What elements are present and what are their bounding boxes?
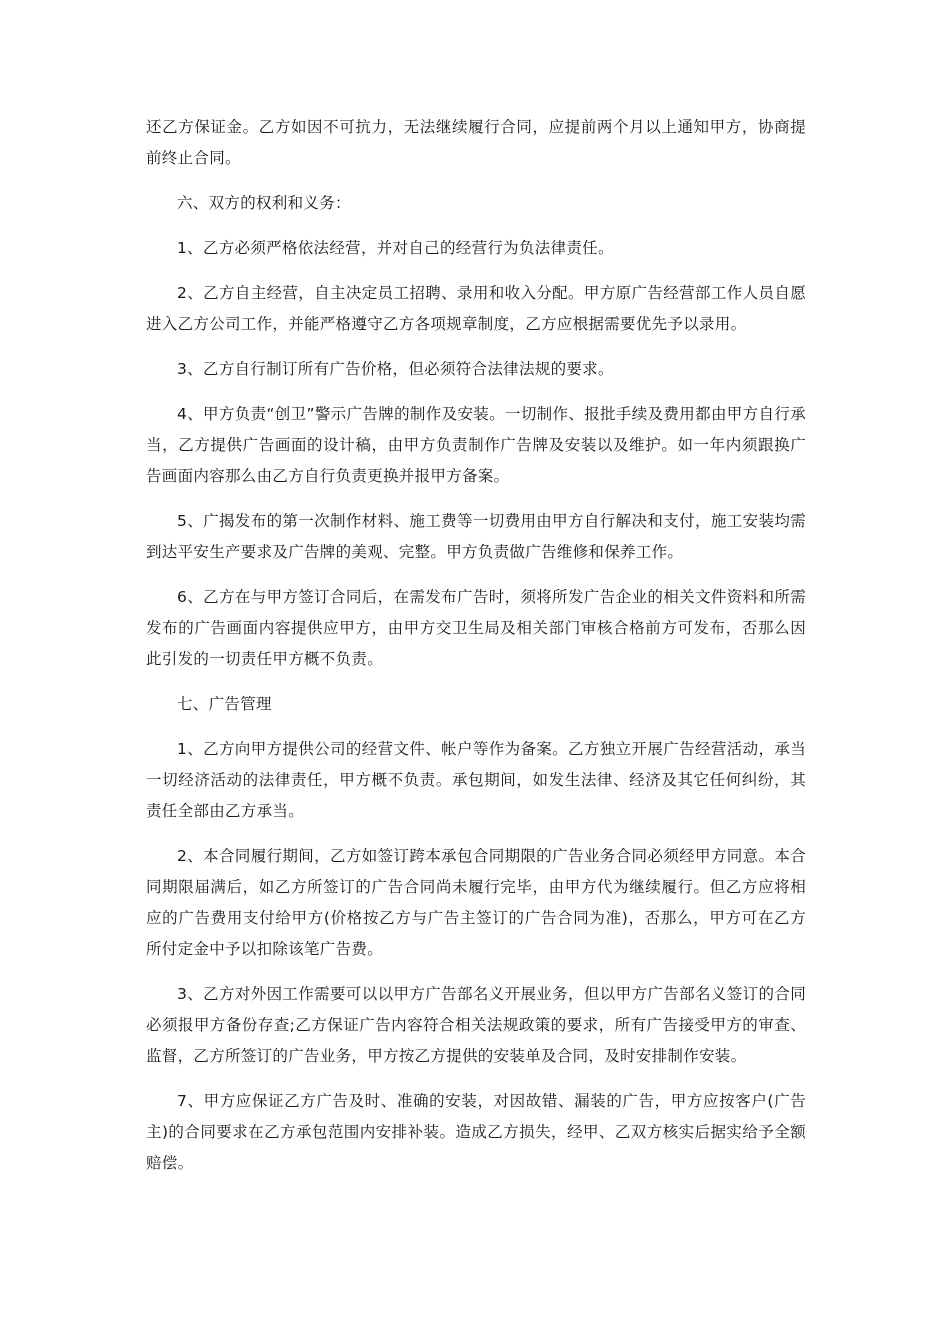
clause-7-7: 7、甲方应保证乙方广告及时、准确的安装，对因故错、漏装的广告，甲方应按客户(广告主)的合同要求在乙方承包范围内安排补装。造成乙方损失，经甲、乙双方核实后据实给予全额赔偿。: [146, 1092, 806, 1172]
clause-6-6: 6、乙方在与甲方签订合同后，在需发布广告时，须将所发广告企业的相关文件资料和所需发布的广告画面内容提供应甲方，由甲方交卫生局及相关部门审核合格前方可发布，否那么因此引发的一切责任甲方概不负责。: [146, 588, 806, 668]
clause-6-2: 2、乙方自主经营，自主决定员工招聘、录用和收入分配。甲方原广告经营部工作人员自愿进入乙方公司工作，并能严格遵守乙方各项规章制度，乙方应根据需要优先予以录用。: [146, 284, 806, 333]
clause-6-4: 4、甲方负责“创卫”警示广告牌的制作及安装。一切制作、报批手续及费用都由甲方自行承当，乙方提供广告画面的设计稿，由甲方负责制作广告牌及安装以及维护。如一年内须跟换广告画面内容那么由乙方自行负责更换并报甲方备案。: [146, 405, 806, 485]
clause-6-5: 5、广揭发布的第一次制作材料、施工费等一切费用由甲方自行解决和支付，施工安装均需到达平安生产要求及广告牌的美观、完整。甲方负责做广告维修和保养工作。: [146, 512, 806, 561]
section-heading-six: 六、双方的权利和义务：: [177, 194, 351, 212]
clause-7-3: 3、乙方对外因工作需要可以以甲方广告部名义开展业务，但以甲方广告部名义签订的合同必须报甲方备份存查;乙方保证广告内容符合相关法规政策的要求，所有广告接受甲方的审查、监督，乙方所签订的广告业务，甲方按乙方提供的安装单及合同，及时安排制作安装。: [146, 985, 806, 1065]
section-heading-seven: 七、广告管理: [177, 695, 272, 713]
clause-6-1: 1、乙方必须严格依法经营，并对自己的经营行为负法律责任。: [177, 239, 614, 257]
clause-7-2: 2、本合同履行期间，乙方如签订跨本承包合同期限的广告业务合同必须经甲方同意。本合同期限届满后，如乙方所签订的广告合同尚未履行完毕，由甲方代为继续履行。但乙方应将相应的广告费用支付给甲方(价格按乙方与广告主签订的广告合同为准)，否那么，甲方可在乙方所付定金中予以扣除该笔广告费。: [146, 847, 806, 958]
paragraph-continuation: 还乙方保证金。乙方如因不可抗力，无法继续履行合同，应提前两个月以上通知甲方，协商提前终止合同。: [146, 118, 806, 167]
clause-6-3: 3、乙方自行制订所有广告价格，但必须符合法律法规的要求。: [177, 360, 614, 378]
document-body: [146, 112, 806, 1193]
clause-7-1: 1、乙方向甲方提供公司的经营文件、帐户等作为备案。乙方独立开展广告经营活动，承当一切经济活动的法律责任，甲方概不负责。承包期间，如发生法律、经济及其它任何纠纷，其责任全部由乙方承当。: [146, 740, 806, 820]
